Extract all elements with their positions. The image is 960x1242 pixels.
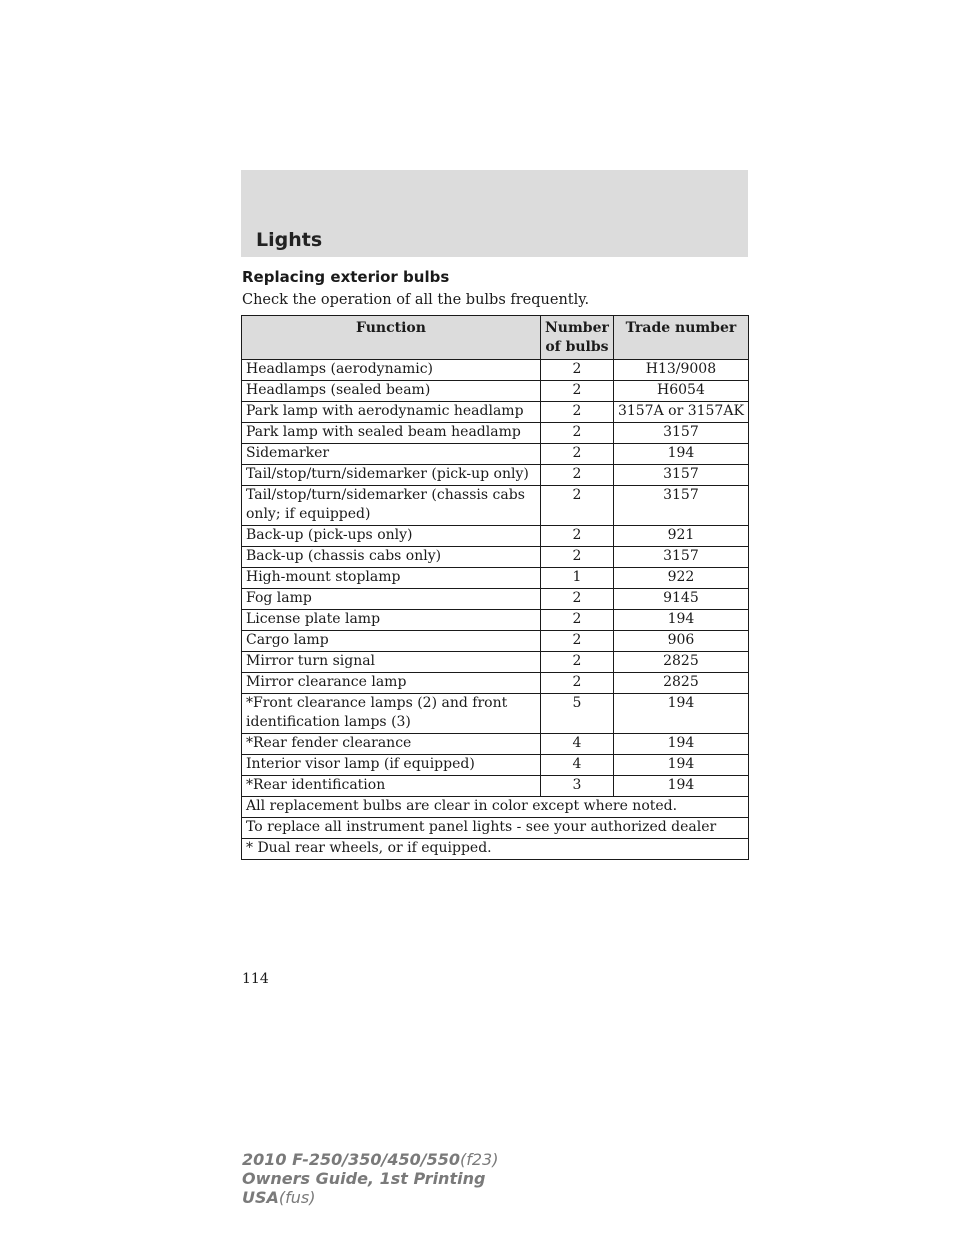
cell-number: 2: [541, 610, 614, 631]
table-note: * Dual rear wheels, or if equipped.: [242, 839, 749, 860]
cell-trade: 2825: [613, 673, 748, 694]
cell-number: 2: [541, 465, 614, 486]
cell-function: High-mount stoplamp: [242, 568, 541, 589]
table-note: All replacement bulbs are clear in color except where noted.: [242, 797, 749, 818]
page-heading: Replacing exterior bulbs: [242, 268, 450, 286]
table-note-row: [242, 839, 749, 860]
cell-number: 2: [541, 423, 614, 444]
cell-trade: H13/9008: [613, 360, 748, 381]
cell-trade: 194: [613, 694, 748, 734]
cell-trade: 3157: [613, 486, 748, 526]
column-header-trade: Trade number: [613, 316, 748, 360]
table-row: [242, 652, 749, 673]
table-row: [242, 776, 749, 797]
cell-function: Fog lamp: [242, 589, 541, 610]
table-row: [242, 631, 749, 652]
cell-trade: 921: [613, 526, 748, 547]
cell-function: *Front clearance lamps (2) and front identification lamps (3): [242, 694, 541, 734]
footer-line-printing: [242, 1169, 498, 1188]
cell-number: 2: [541, 652, 614, 673]
cell-function: Headlamps (aerodynamic): [242, 360, 541, 381]
section-title: Lights: [256, 229, 323, 251]
cell-function: *Rear identification: [242, 776, 541, 797]
document-footer: [242, 1150, 498, 1207]
cell-trade: 194: [613, 444, 748, 465]
cell-function: Mirror clearance lamp: [242, 673, 541, 694]
column-header-number: Number of bulbs: [541, 316, 614, 360]
cell-number: 2: [541, 381, 614, 402]
cell-number: 2: [541, 589, 614, 610]
cell-function: Back-up (chassis cabs only): [242, 547, 541, 568]
footer-market-text: USA: [242, 1188, 279, 1207]
cell-trade: H6054: [613, 381, 748, 402]
cell-trade: 9145: [613, 589, 748, 610]
cell-number: 2: [541, 444, 614, 465]
footer-line-market: [242, 1188, 498, 1207]
table-row: [242, 381, 749, 402]
page-number: 114: [242, 971, 269, 987]
cell-number: 2: [541, 526, 614, 547]
cell-trade: 194: [613, 755, 748, 776]
table-row: [242, 755, 749, 776]
footer-model-code: (f23): [460, 1150, 499, 1169]
cell-trade: 3157: [613, 423, 748, 444]
cell-function: Headlamps (sealed beam): [242, 381, 541, 402]
table-row: [242, 547, 749, 568]
bulb-table: [241, 315, 749, 860]
cell-number: 2: [541, 631, 614, 652]
cell-number: 1: [541, 568, 614, 589]
table-note-row: [242, 818, 749, 839]
table-row: [242, 465, 749, 486]
cell-number: 5: [541, 694, 614, 734]
cell-function: *Rear fender clearance: [242, 734, 541, 755]
cell-function: Tail/stop/turn/sidemarker (chassis cabs only; if equipped): [242, 486, 541, 526]
cell-function: License plate lamp: [242, 610, 541, 631]
table-row: [242, 360, 749, 381]
table-note: To replace all instrument panel lights - see your authorized dealer: [242, 818, 749, 839]
cell-function: Mirror turn signal: [242, 652, 541, 673]
cell-function: Sidemarker: [242, 444, 541, 465]
cell-trade: 922: [613, 568, 748, 589]
table-row: [242, 423, 749, 444]
table-row: [242, 610, 749, 631]
cell-function: Park lamp with sealed beam headlamp: [242, 423, 541, 444]
cell-number: 4: [541, 734, 614, 755]
cell-number: 2: [541, 402, 614, 423]
table-row: [242, 402, 749, 423]
cell-trade: 3157A or 3157AK: [613, 402, 748, 423]
cell-number: 2: [541, 547, 614, 568]
section-header-band: [241, 170, 748, 257]
table-header-row: [242, 316, 749, 360]
footer-printing-text: Owners Guide, 1st Printing: [242, 1169, 486, 1188]
cell-function: Tail/stop/turn/sidemarker (pick-up only): [242, 465, 541, 486]
cell-function: Back-up (pick-ups only): [242, 526, 541, 547]
cell-number: 3: [541, 776, 614, 797]
table-row: [242, 568, 749, 589]
table-row: [242, 444, 749, 465]
table-row: [242, 734, 749, 755]
footer-market-code: (fus): [278, 1188, 316, 1207]
cell-function: Cargo lamp: [242, 631, 541, 652]
cell-number: 2: [541, 360, 614, 381]
cell-trade: 906: [613, 631, 748, 652]
table-row: [242, 694, 749, 734]
table-row: [242, 486, 749, 526]
cell-trade: 3157: [613, 547, 748, 568]
cell-trade: 3157: [613, 465, 748, 486]
cell-trade: 194: [613, 610, 748, 631]
cell-trade: 2825: [613, 652, 748, 673]
cell-number: 2: [541, 673, 614, 694]
cell-function: Park lamp with aerodynamic headlamp: [242, 402, 541, 423]
cell-number: 4: [541, 755, 614, 776]
footer-line-model: [242, 1150, 498, 1169]
table-row: [242, 589, 749, 610]
column-header-function: Function: [242, 316, 541, 360]
cell-trade: 194: [613, 776, 748, 797]
intro-text: Check the operation of all the bulbs frequently.: [242, 292, 590, 308]
cell-trade: 194: [613, 734, 748, 755]
cell-number: 2: [541, 486, 614, 526]
table-row: [242, 526, 749, 547]
footer-model-text: 2010 F-250/350/450/550: [242, 1150, 460, 1169]
table-note-row: [242, 797, 749, 818]
table-row: [242, 673, 749, 694]
cell-function: Interior visor lamp (if equipped): [242, 755, 541, 776]
